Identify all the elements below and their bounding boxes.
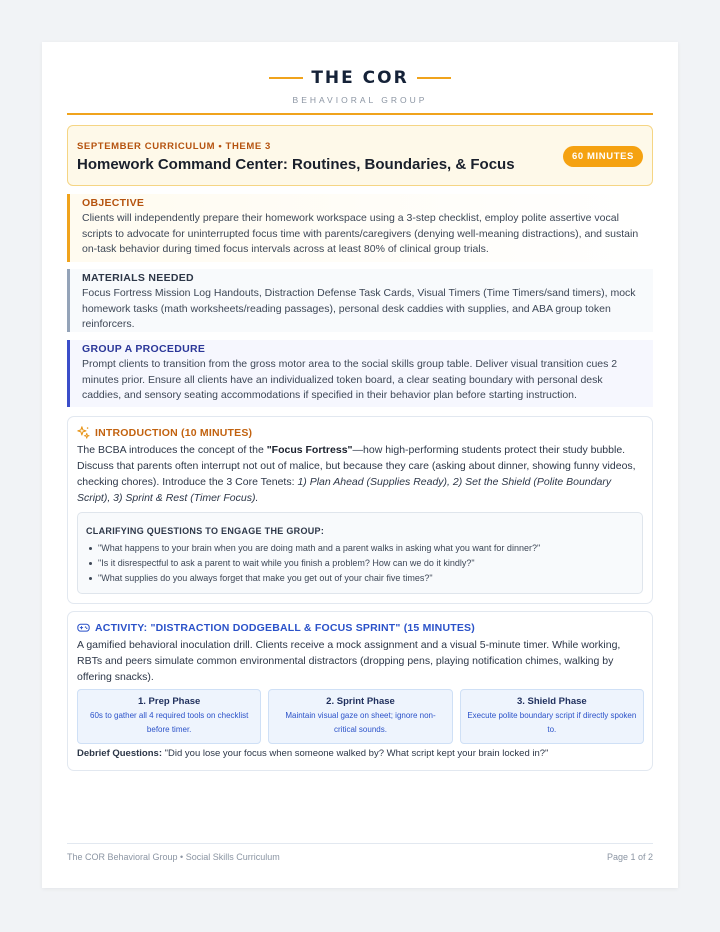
objective-heading: OBJECTIVE [82, 197, 145, 209]
logo-left-rule [269, 77, 303, 79]
theme-banner [67, 125, 653, 186]
activity-heading: ACTIVITY: "DISTRACTION DODGEBALL & FOCUS SPRINT" (15 MINUTES) [95, 621, 475, 634]
brand-subtitle: BEHAVIORAL GROUP [292, 95, 428, 105]
page-number: Page 1 of 2 [606, 852, 653, 862]
procedure-heading: GROUP A PROCEDURE [82, 343, 206, 355]
list-item: "Is it disrespectful to ask a parent to wait while you finish a problem? How can we do it kindly?" [86, 556, 634, 571]
questions-list [86, 541, 634, 586]
phase-card-prep [77, 689, 261, 744]
logo-right-rule [417, 77, 451, 79]
banner-kicker: SEPTEMBER CURRICULUM • THEME 3 [77, 141, 271, 152]
questions-heading: CLARIFYING QUESTIONS TO ENGAGE THE GROUP: [86, 526, 325, 536]
sparkles-icon [77, 426, 90, 439]
introduction-header [77, 426, 643, 439]
debrief-text: "Did you lose your focus when someone walked by? What script kept your brain locked in?" [162, 748, 549, 759]
brand-title: THE COR [311, 68, 409, 88]
lesson-title: Homework Command Center: Routines, Boundaries, & Focus [77, 156, 515, 173]
procedure-text: Prompt clients to transition from the gross motor area to the social skills group table. Deliver visual transition cues 2 minutes prior. Ensure all clients have an individualized token board, a clear seating boundary with personal desk caddies, and sensory seating accommodations if specified in their behavior plan before starting instruction. [82, 358, 618, 401]
intro-tenets: 1) Plan Ahead (Supplies Ready), 2) Set the Shield (Polite Boundary Script), 3) Sprint & Rest (Timer Focus). [77, 476, 612, 504]
activity-header [77, 621, 643, 634]
footer-divider [67, 843, 653, 844]
materials-heading: MATERIALS NEEDED [82, 272, 194, 284]
header-divider [67, 113, 653, 115]
phase-title: 2. Sprint Phase [326, 696, 395, 707]
materials-text: Focus Fortress Mission Log Handouts, Distraction Defense Task Cards, Visual Timers (Time Timers/sand timers), mock homework tasks (math worksheets/reading passages), personal desk caddies with supplies, and ABA group token reinforcers. [82, 287, 636, 330]
list-item: "What supplies do you always forget that make you get out of your chair five times?" [86, 571, 634, 586]
introduction-card [67, 416, 653, 604]
intro-text-middle: —how high-performing students protect their study bubble. Discuss that parents often interrupt not out of malice, but because they care (asking about dinner, showing funny videos, checking chores). Introduce the 3 Core Tenets: [77, 444, 636, 488]
objective-section [67, 194, 653, 262]
introduction-text [77, 442, 643, 506]
debrief-label: Debrief Questions: [77, 748, 162, 759]
debrief-questions [77, 748, 548, 759]
phase-title: 1. Prep Phase [138, 696, 201, 707]
duration-badge: 60 MINUTES [563, 146, 643, 167]
intro-text-before: The BCBA introduces the concept of the [77, 444, 267, 456]
activity-text: A gamified behavioral inoculation drill. Clients receive a mock assignment and a visual 5-minute timer. While working, RBTs and peers simulate common environmental distractors (dropping pens, playing notification chimes, walking by offering snacks). [77, 639, 621, 683]
brand-header [67, 68, 653, 88]
phase-card-sprint [268, 689, 452, 744]
objective-text: Clients will independently prepare their homework workspace using a 3-step checklist, employ polite assertive vocal scripts to advocate for uninterrupted focus time with parents/caregivers (denying well-meaning distractions), and sustain on-task behavior during timed focus intervals across at least 80% of clinical group trials. [82, 212, 639, 255]
activity-card [67, 611, 653, 771]
list-item: "What happens to your brain when you are doing math and a parent walks in asking what you want for dinner?" [86, 541, 634, 556]
gamepad-icon [77, 621, 90, 634]
phase-steps [77, 689, 644, 744]
phase-title: 3. Shield Phase [516, 696, 587, 707]
document-page [42, 42, 678, 888]
materials-section [67, 269, 653, 332]
phase-card-shield [460, 689, 644, 744]
phase-description: Execute polite boundary script if directly spoken to. [467, 711, 637, 734]
clarifying-questions-box [77, 512, 643, 594]
footer-organization: The COR Behavioral Group • Social Skills Curriculum [67, 852, 280, 862]
phase-description: Maintain visual gaze on sheet; ignore non-critical sounds. [285, 711, 436, 734]
phase-description: 60s to gather all 4 required tools on checklist before timer. [90, 711, 249, 734]
procedure-section [67, 340, 653, 407]
introduction-heading: INTRODUCTION (10 MINUTES) [95, 426, 253, 439]
intro-highlight: "Focus Fortress" [266, 444, 353, 456]
